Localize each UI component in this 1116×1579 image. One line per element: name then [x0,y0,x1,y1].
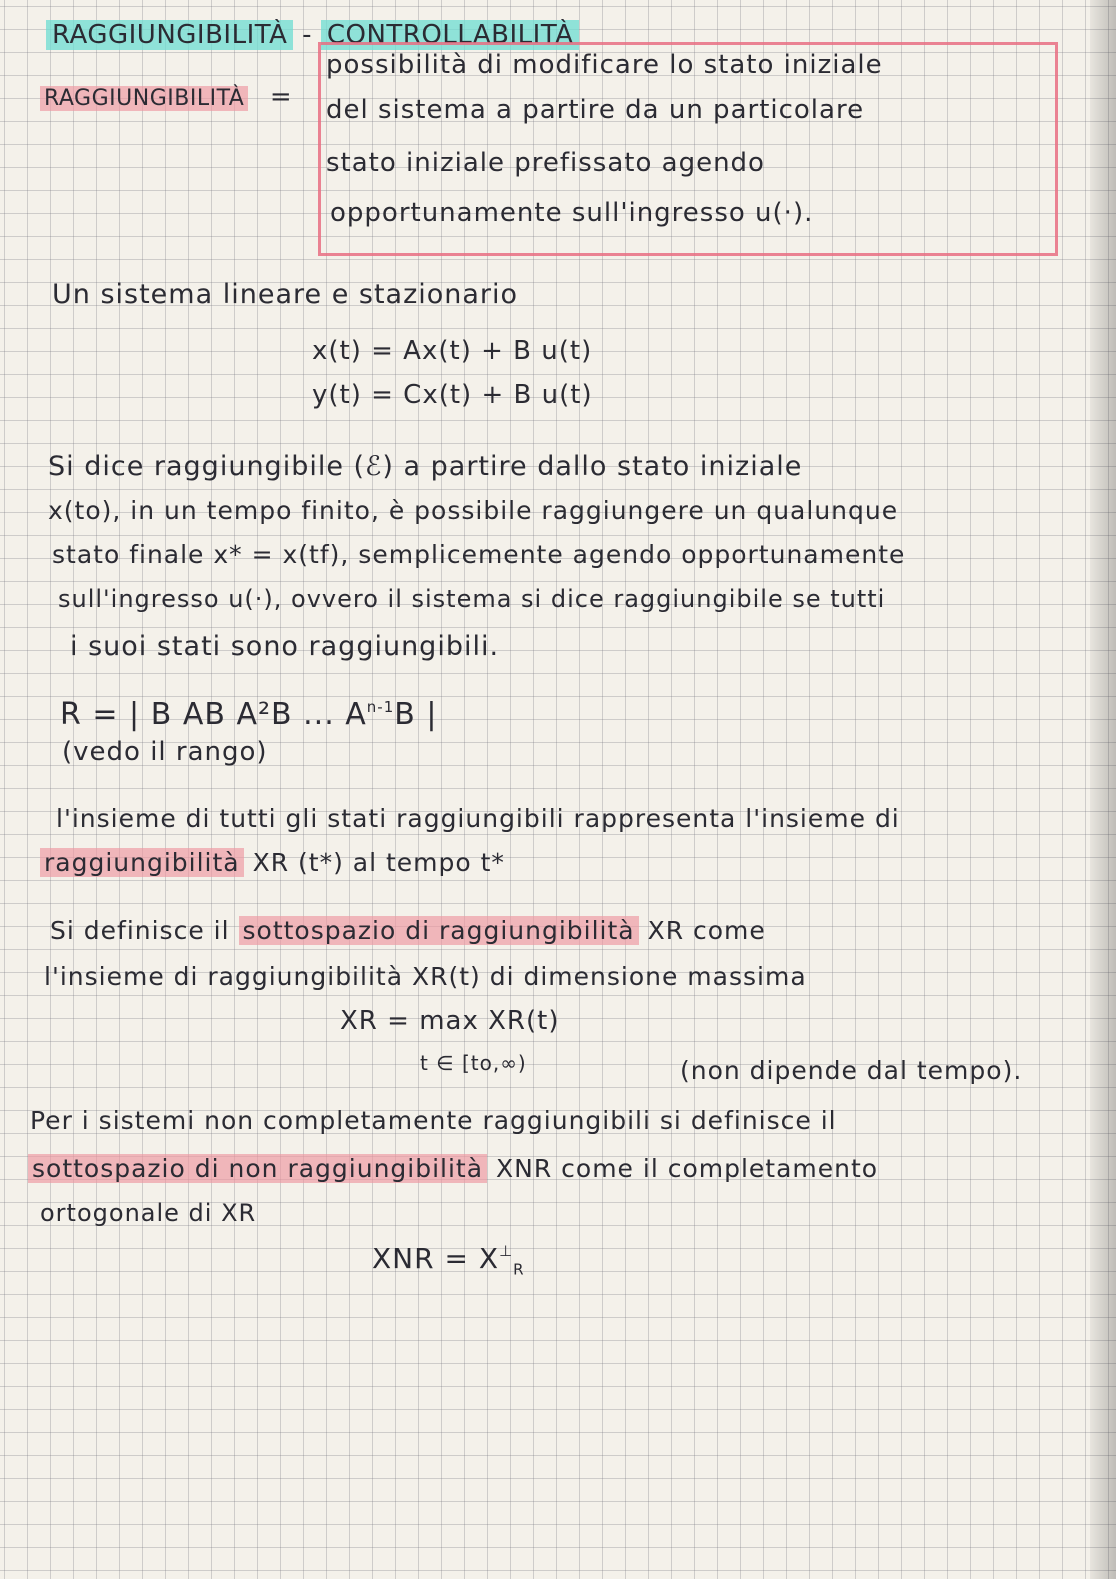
reachable-subspace-text-a: Si definisce il [50,916,239,945]
reachability-matrix-main: R = | B AB A²B ... A [60,697,367,732]
unreachable-subspace-line-2 [28,1152,878,1186]
unreachable-subspace-rest: XNR come il completamento [487,1154,879,1183]
reachable-set-line-2 [40,846,505,880]
unreachable-subspace-formula [372,1242,525,1287]
reachability-matrix [60,690,438,732]
system-equation-output: y(t) = Cx(t) + B u(t) [312,380,593,410]
definition-term: RAGGIUNGIBILITÀ [40,86,248,111]
reachable-subspace-formula: XR = max XR(t) [340,1006,560,1036]
unreachable-subspace-highlight: sottospazio di non raggiungibilità [28,1154,487,1183]
reachable-subspace-note: (non dipende dal tempo). [680,1056,1023,1085]
reachability-text-line-1: Si dice raggiungibile (ℰ) a partire dallo stato iniziale [48,451,803,482]
system-intro: Un sistema lineare e stazionario [52,279,519,310]
reachable-set-line-1: l'insieme di tutti gli stati raggiungibili rappresenta l'insieme di [56,804,900,833]
unreachable-subspace-line-1: Per i sistemi non completamente raggiungibili si definisce il [30,1106,837,1135]
reachability-text-line-5: i suoi stati sono raggiungibili. [70,631,500,662]
reachability-text-line-2: x(to), in un tempo finito, è possibile raggiungere un qualunque [48,496,899,525]
definition-line-4: opportunamente sull'ingresso u(·). [330,198,814,228]
reachable-subspace-line-2: l'insieme di raggiungibilità XR(t) di dimensione massima [44,962,807,991]
unreachable-formula-perp: ⊥ [499,1242,514,1260]
title-separator: - [293,20,321,50]
title-right: CONTROLLABILITÀ [321,20,580,50]
definition-line-1: possibilità di modificare lo stato iniziale [326,50,883,80]
reachable-subspace-formula-range: t ∈ [to,∞) [420,1051,527,1075]
unreachable-formula-sub: R [513,1260,525,1279]
unreachable-formula-main: XNR = X [372,1242,500,1275]
definition-line-2: del sistema a partire da un particolare [326,95,865,125]
reachable-set-highlight: raggiungibilità [40,848,244,877]
definition-term-row [40,80,292,116]
reachable-subspace-highlight: sottospazio di raggiungibilità [239,916,639,945]
definition-equals: = [269,82,293,112]
definition-line-3: stato iniziale prefissato agendo [326,148,765,178]
reachability-matrix-end: B | [394,697,438,732]
reachability-text-line-4: sull'ingresso u(·), ovvero il sistema si dice raggiungibile se tutti [58,585,886,613]
matrix-note: (vedo il rango) [62,737,268,767]
reachable-subspace-text-b: XR come [638,916,766,945]
unreachable-subspace-line-3: ortogonale di XR [40,1199,257,1227]
reachable-subspace-line-1 [50,914,766,948]
system-equation-state: x(t) = Ax(t) + B u(t) [312,336,593,366]
reachability-text-line-3: stato finale x* = x(tf), semplicemente agendo opportunamente [52,540,906,569]
reachable-set-rest: XR (t*) al tempo t* [243,848,505,877]
title-left: RAGGIUNGIBILITÀ [46,20,293,50]
notebook-page-edge [1090,0,1116,1579]
reachability-matrix-exponent: n-1 [366,698,395,716]
